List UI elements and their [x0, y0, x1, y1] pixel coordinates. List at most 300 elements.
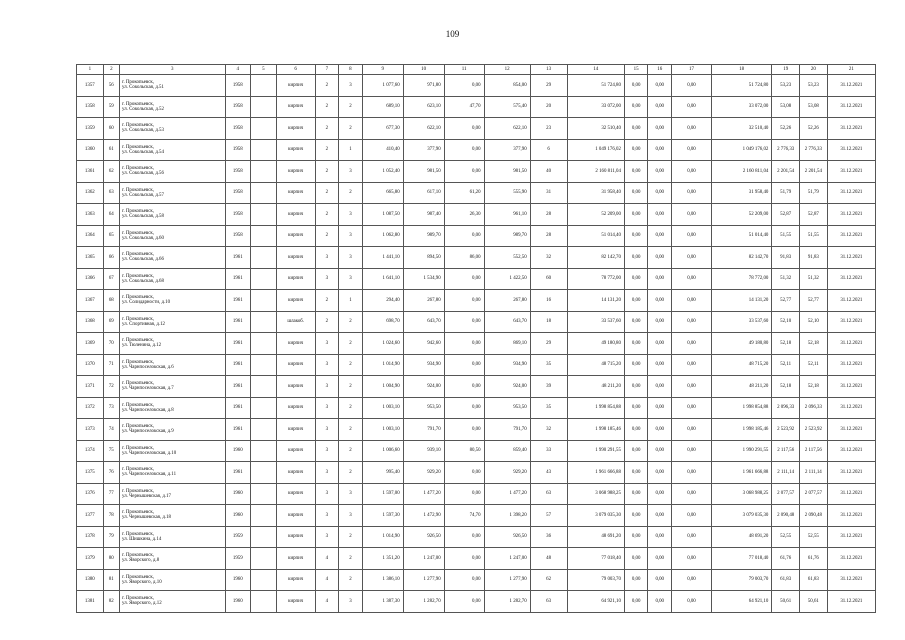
table-cell: 62 — [530, 569, 567, 591]
table-cell: 2 — [315, 139, 339, 161]
address-cell: г. Прокопьевск, ул. Чарнпоселокская, д.6 — [120, 354, 226, 376]
table-cell — [251, 569, 277, 591]
table-cell — [251, 548, 277, 570]
table-row — [77, 548, 876, 570]
address-cell: г. Прокопьевск, ул. Сокольская, д.51 — [120, 75, 226, 97]
table-row — [77, 268, 876, 290]
column-number-cell: 11 — [444, 65, 484, 75]
table-row — [77, 225, 876, 247]
table-cell: 31 958,40 — [567, 182, 624, 204]
table-cell: кирпич — [276, 419, 315, 441]
table-cell: 0,00 — [648, 376, 672, 398]
table-cell: 60 — [103, 118, 119, 140]
table-cell: 1 — [339, 139, 363, 161]
table-cell: 1 641,10 — [362, 268, 403, 290]
table-cell: 31.12.2021 — [827, 462, 875, 484]
table-cell: 6 — [530, 139, 567, 161]
table-cell: 53,08 — [800, 96, 828, 118]
table-cell: 0,00 — [648, 333, 672, 355]
table-cell: 31.12.2021 — [827, 569, 875, 591]
table-cell: 31.12.2021 — [827, 548, 875, 570]
table-cell: 0,00 — [624, 139, 648, 161]
table-cell: 1 597,30 — [362, 505, 403, 527]
table-cell: 689,10 — [362, 96, 403, 118]
table-cell: 1 006,60 — [362, 440, 403, 462]
table-cell: 1961 — [225, 290, 251, 312]
table-cell: 52,10 — [800, 311, 828, 333]
address-cell: г. Прокопьевск, ул. Чарнпоселокская, д.8 — [120, 397, 226, 419]
table-cell: 3 — [339, 204, 363, 226]
table-cell: 20 — [530, 96, 567, 118]
table-cell: 0,00 — [672, 419, 712, 441]
table-cell: кирпич — [276, 118, 315, 140]
table-cell: 0,00 — [648, 139, 672, 161]
table-cell: 0,00 — [624, 75, 648, 97]
table-cell: кирпич — [276, 290, 315, 312]
table-cell: 2 — [339, 182, 363, 204]
table-cell: кирпич — [276, 268, 315, 290]
column-number-cell: 2 — [103, 65, 119, 75]
table-cell: 989,70 — [403, 225, 444, 247]
table-cell: 31.12.2021 — [827, 268, 875, 290]
table-cell: 52,26 — [800, 118, 828, 140]
table-cell: 971,80 — [403, 75, 444, 97]
table-cell: 14 131,20 — [711, 290, 771, 312]
table-cell: 623,10 — [403, 96, 444, 118]
table-cell: 961,10 — [484, 204, 530, 226]
address-cell: г. Прокопьевск, ул. Сокольская, д.52 — [120, 96, 226, 118]
table-cell: 68 — [103, 290, 119, 312]
table-cell: 3 068 988,25 — [711, 483, 771, 505]
table-cell: 0,00 — [648, 290, 672, 312]
table-row — [77, 505, 876, 527]
table-cell: 3 — [339, 483, 363, 505]
table-cell: кирпич — [276, 548, 315, 570]
table-cell: 1375 — [77, 462, 104, 484]
column-number-cell: 6 — [276, 65, 315, 75]
table-cell: 1 477,20 — [484, 483, 530, 505]
table-cell: 1 277,90 — [403, 569, 444, 591]
address-cell: г. Прокопьевск, ул. Чернышевская, д.18 — [120, 505, 226, 527]
table-cell: 924,00 — [484, 376, 530, 398]
address-cell: г. Прокопьевск, ул. Спортивная, д.12 — [120, 311, 226, 333]
table-cell: 51,32 — [772, 268, 800, 290]
table-cell: 0,00 — [444, 290, 484, 312]
table-cell: 0,00 — [624, 526, 648, 548]
table-cell: 0,00 — [648, 118, 672, 140]
table-cell: 0,00 — [624, 247, 648, 269]
table-cell: 2 — [315, 118, 339, 140]
table-cell: 0,00 — [444, 118, 484, 140]
table-cell: 0,00 — [444, 161, 484, 183]
table-cell: 31.12.2021 — [827, 204, 875, 226]
table-cell: 3 — [339, 247, 363, 269]
table-cell: 934,90 — [403, 354, 444, 376]
table-cell: 0,00 — [672, 354, 712, 376]
column-number-row — [77, 65, 876, 75]
table-cell: 31.12.2021 — [827, 118, 875, 140]
table-cell: 0,00 — [672, 182, 712, 204]
table-cell: 1960 — [225, 483, 251, 505]
table-cell: 1377 — [77, 505, 104, 527]
table-cell: 2 096,33 — [800, 397, 828, 419]
table-cell: 1959 — [225, 548, 251, 570]
table-cell: 52,11 — [772, 354, 800, 376]
table-cell: 71 — [103, 354, 119, 376]
table-cell: 77 018,40 — [711, 548, 771, 570]
table-cell: 2 — [315, 161, 339, 183]
table-cell: 0,00 — [648, 462, 672, 484]
table-cell: 33 072,00 — [711, 96, 771, 118]
table-cell: 1359 — [77, 118, 104, 140]
table-cell — [251, 204, 277, 226]
table-row — [77, 591, 876, 613]
table-row — [77, 182, 876, 204]
table-cell: 35 — [530, 354, 567, 376]
table-cell: 60 — [530, 268, 567, 290]
table-cell: 2 — [315, 75, 339, 97]
column-number-cell: 17 — [672, 65, 712, 75]
column-number-cell: 13 — [530, 65, 567, 75]
table-cell: 1 049 176,02 — [711, 139, 771, 161]
table-cell: 63 — [103, 182, 119, 204]
table-cell: 0,00 — [648, 419, 672, 441]
table-row — [77, 354, 876, 376]
table-cell: 1 597,00 — [362, 483, 403, 505]
table-cell — [251, 225, 277, 247]
table-cell: 78 — [103, 505, 119, 527]
table-cell: 0,00 — [624, 591, 648, 613]
table-cell: 3 — [315, 333, 339, 355]
table-cell: 622,10 — [403, 118, 444, 140]
table-cell: 1 351,20 — [362, 548, 403, 570]
table-cell: 1 534,90 — [403, 268, 444, 290]
address-cell: г. Прокопьевск, ул. Чернышевская, д.17 — [120, 483, 226, 505]
table-cell: 1 024,60 — [362, 333, 403, 355]
table-cell: 294,40 — [362, 290, 403, 312]
table-cell: 1 003,10 — [362, 397, 403, 419]
table-cell: 31.12.2021 — [827, 225, 875, 247]
table-cell: 0,00 — [648, 505, 672, 527]
table-cell: 1365 — [77, 247, 104, 269]
table-cell: 1 277,90 — [484, 569, 530, 591]
table-cell: 31.12.2021 — [827, 376, 875, 398]
table-cell: 52,10 — [772, 311, 800, 333]
table-cell: 0,00 — [624, 419, 648, 441]
table-cell: 31.12.2021 — [827, 505, 875, 527]
table-cell: 0,00 — [672, 483, 712, 505]
table-cell: 0,00 — [648, 397, 672, 419]
table-cell: 91,83 — [772, 247, 800, 269]
table-cell: 1381 — [77, 591, 104, 613]
table-cell: 51,55 — [800, 225, 828, 247]
table-cell: 0,00 — [444, 354, 484, 376]
table-cell: 0,00 — [624, 225, 648, 247]
table-cell: 31.12.2021 — [827, 333, 875, 355]
table-cell: кирпич — [276, 333, 315, 355]
table-cell: 929,20 — [484, 462, 530, 484]
address-cell: г. Прокопьевск, ул. Сокольская, д.60 — [120, 225, 226, 247]
address-cell: г. Прокопьевск, ул. Сокольская, д.58 — [120, 204, 226, 226]
table-cell: 0,00 — [444, 526, 484, 548]
table-cell: 61,20 — [444, 182, 484, 204]
table-cell: 698,70 — [362, 311, 403, 333]
table-cell: 1 004,90 — [362, 376, 403, 398]
table-cell: 0,00 — [648, 247, 672, 269]
address-cell: г. Прокопьевск, ул. Чарнпоселокская, д.9 — [120, 419, 226, 441]
table-cell: 0,00 — [648, 96, 672, 118]
table-cell: 0,00 — [672, 376, 712, 398]
table-cell: 82 142,70 — [567, 247, 624, 269]
table-cell — [251, 96, 277, 118]
table-cell: 91,83 — [800, 247, 828, 269]
table-cell: 1357 — [77, 75, 104, 97]
table-cell: 3 — [315, 397, 339, 419]
table-cell: 2 523,92 — [772, 419, 800, 441]
table-cell: 555,90 — [484, 182, 530, 204]
table-cell: 1 087,50 — [362, 204, 403, 226]
table-cell: 52,11 — [800, 354, 828, 376]
housing-register-table — [76, 64, 876, 613]
table-cell: 51,79 — [800, 182, 828, 204]
table-cell: 3 — [339, 161, 363, 183]
table-cell: 0,00 — [672, 247, 712, 269]
table-cell: 0,00 — [672, 75, 712, 97]
table-cell: кирпич — [276, 182, 315, 204]
table-cell: 0,00 — [672, 161, 712, 183]
table-cell: 26,30 — [444, 204, 484, 226]
table-cell: 0,00 — [648, 548, 672, 570]
table-cell: 953,50 — [403, 397, 444, 419]
table-cell: 0,00 — [672, 290, 712, 312]
table-cell: кирпич — [276, 204, 315, 226]
table-cell: 2 — [339, 462, 363, 484]
table-cell: 1367 — [77, 290, 104, 312]
column-number-cell: 15 — [624, 65, 648, 75]
table-cell: 0,00 — [672, 118, 712, 140]
table-cell: 2 — [315, 290, 339, 312]
address-cell: г. Прокопьевск, ул. Тюленина, д.12 — [120, 333, 226, 355]
table-row — [77, 397, 876, 419]
table-cell: 0,00 — [648, 182, 672, 204]
table-cell: 61,83 — [800, 569, 828, 591]
table-cell: 0,00 — [672, 333, 712, 355]
table-cell: 3 — [315, 376, 339, 398]
table-cell: 1960 — [225, 440, 251, 462]
table-cell: 61,76 — [800, 548, 828, 570]
table-cell: 2 090,48 — [800, 505, 828, 527]
table-cell: 0,00 — [648, 204, 672, 226]
table-cell: 0,00 — [648, 75, 672, 97]
table-cell: 3 — [315, 354, 339, 376]
table-cell: 3 — [339, 505, 363, 527]
table-cell: 953,50 — [484, 397, 530, 419]
table-cell: 3 — [315, 440, 339, 462]
table-cell: 1961 — [225, 268, 251, 290]
table-cell: 81 — [103, 569, 119, 591]
table-cell: 77 — [103, 483, 119, 505]
table-cell: 40 — [530, 161, 567, 183]
table-row — [77, 569, 876, 591]
table-cell — [251, 311, 277, 333]
table-row — [77, 376, 876, 398]
table-cell: 987,40 — [403, 204, 444, 226]
table-cell: 2 160 811,04 — [711, 161, 771, 183]
table-cell: 32 — [530, 247, 567, 269]
table-cell — [251, 376, 277, 398]
table-cell — [251, 505, 277, 527]
table-cell: 1961 — [225, 333, 251, 355]
table-cell: 0,00 — [624, 182, 648, 204]
table-cell: 3 079 035,30 — [567, 505, 624, 527]
table-cell: 1961 — [225, 397, 251, 419]
table-cell: 64 921,10 — [711, 591, 771, 613]
table-cell: 31.12.2021 — [827, 526, 875, 548]
table-cell: 1958 — [225, 204, 251, 226]
table-cell: 3 — [339, 225, 363, 247]
table-cell: 924,00 — [403, 376, 444, 398]
table-cell: 32 — [530, 419, 567, 441]
table-cell: 0,00 — [672, 505, 712, 527]
table-cell: 2 111,14 — [772, 462, 800, 484]
page-number: 109 — [445, 29, 460, 39]
table-cell: 934,90 — [484, 354, 530, 376]
table-cell: 52,18 — [800, 376, 828, 398]
table-cell: 16 — [530, 290, 567, 312]
table-cell: 2 776,33 — [772, 139, 800, 161]
table-cell: 1 998 185,46 — [711, 419, 771, 441]
table-cell: 1960 — [225, 591, 251, 613]
table-cell: кирпич — [276, 591, 315, 613]
table-cell: 67 — [103, 268, 119, 290]
table-cell: 2 — [315, 204, 339, 226]
table-cell — [251, 268, 277, 290]
table-row — [77, 118, 876, 140]
table-cell: 31 958,40 — [711, 182, 771, 204]
table-cell: 29 — [530, 75, 567, 97]
table-cell: 31.12.2021 — [827, 96, 875, 118]
table-cell: 1960 — [225, 505, 251, 527]
table-cell: кирпич — [276, 247, 315, 269]
table-cell — [251, 75, 277, 97]
table-cell: 50,61 — [772, 591, 800, 613]
column-number-cell: 14 — [567, 65, 624, 75]
table-cell: 0,00 — [624, 96, 648, 118]
table-row — [77, 462, 876, 484]
table-cell: 86,00 — [444, 247, 484, 269]
table-cell: кирпич — [276, 96, 315, 118]
table-cell: 0,00 — [672, 397, 712, 419]
table-cell: 74,70 — [444, 505, 484, 527]
table-cell: 0,00 — [672, 311, 712, 333]
table-row — [77, 247, 876, 269]
table-cell: 64 921,10 — [567, 591, 624, 613]
table-cell: 854,00 — [484, 75, 530, 97]
table-cell: 617,10 — [403, 182, 444, 204]
table-cell — [251, 462, 277, 484]
table-row — [77, 290, 876, 312]
table-cell: 33 072,00 — [567, 96, 624, 118]
table-cell: 0,00 — [648, 526, 672, 548]
table-cell: 1958 — [225, 182, 251, 204]
table-cell: 1 472,90 — [403, 505, 444, 527]
table-cell: 677,30 — [362, 118, 403, 140]
table-cell: кирпич — [276, 462, 315, 484]
table-cell — [251, 139, 277, 161]
table-cell: 72 — [103, 376, 119, 398]
table-cell: 0,00 — [624, 290, 648, 312]
column-number-cell: 18 — [711, 65, 771, 75]
table-cell: 3 — [339, 75, 363, 97]
table-cell: кирпич — [276, 161, 315, 183]
table-cell: 1370 — [77, 354, 104, 376]
table-cell: 894,50 — [403, 247, 444, 269]
table-cell — [251, 247, 277, 269]
table-cell: 31.12.2021 — [827, 182, 875, 204]
table-cell: 0,00 — [444, 483, 484, 505]
table-cell: 0,00 — [648, 354, 672, 376]
column-number-cell: 8 — [339, 65, 363, 75]
table-cell: 1 049 176,02 — [567, 139, 624, 161]
table-cell: 1 998 185,46 — [567, 419, 624, 441]
table-cell: 65 — [103, 225, 119, 247]
table-cell: 74 — [103, 419, 119, 441]
table-cell: 31.12.2021 — [827, 311, 875, 333]
table-cell: 70 — [103, 333, 119, 355]
table-cell: 3 — [315, 526, 339, 548]
table-cell: 1376 — [77, 483, 104, 505]
table-cell: 1 014,90 — [362, 526, 403, 548]
table-cell: 31.12.2021 — [827, 591, 875, 613]
table-cell: 51,79 — [772, 182, 800, 204]
table-cell: 643,70 — [484, 311, 530, 333]
table-cell: 14 131,20 — [567, 290, 624, 312]
table-cell: 1360 — [77, 139, 104, 161]
table-cell: 2 — [339, 526, 363, 548]
table-cell: 926,50 — [403, 526, 444, 548]
table-cell: 51,32 — [800, 268, 828, 290]
table-cell: 2 — [339, 419, 363, 441]
address-cell: г. Прокопьевск, ул. Чарнпоселокская, д.11 — [120, 462, 226, 484]
table-cell: 2 111,14 — [800, 462, 828, 484]
table-cell: 63 — [530, 591, 567, 613]
table-cell: 0,00 — [444, 419, 484, 441]
table-cell: 1958 — [225, 96, 251, 118]
table-cell: 61,76 — [772, 548, 800, 570]
table-cell: 52,55 — [800, 526, 828, 548]
table-cell: 3 — [315, 268, 339, 290]
table-cell: 2 — [339, 397, 363, 419]
table-cell: 78 772,00 — [711, 268, 771, 290]
table-cell: 31.12.2021 — [827, 483, 875, 505]
table-cell: 1 998 854,88 — [567, 397, 624, 419]
table-cell: 1958 — [225, 225, 251, 247]
table-cell: 0,00 — [672, 268, 712, 290]
table-cell: 1 477,20 — [403, 483, 444, 505]
table-cell: 28 — [530, 225, 567, 247]
table-cell: 0,00 — [624, 311, 648, 333]
table-cell: 1959 — [225, 526, 251, 548]
table-cell: 0,00 — [672, 139, 712, 161]
table-cell: 82 142,70 — [711, 247, 771, 269]
table-cell: 2 160 811,04 — [567, 161, 624, 183]
column-number-cell: 20 — [800, 65, 828, 75]
address-cell: г. Прокопьевск, ул. Сокольская, д.56 — [120, 161, 226, 183]
table-cell: 31.12.2021 — [827, 139, 875, 161]
table-cell: 48 211,20 — [567, 376, 624, 398]
table-cell: 2 776,33 — [800, 139, 828, 161]
table-cell: 0,00 — [672, 440, 712, 462]
